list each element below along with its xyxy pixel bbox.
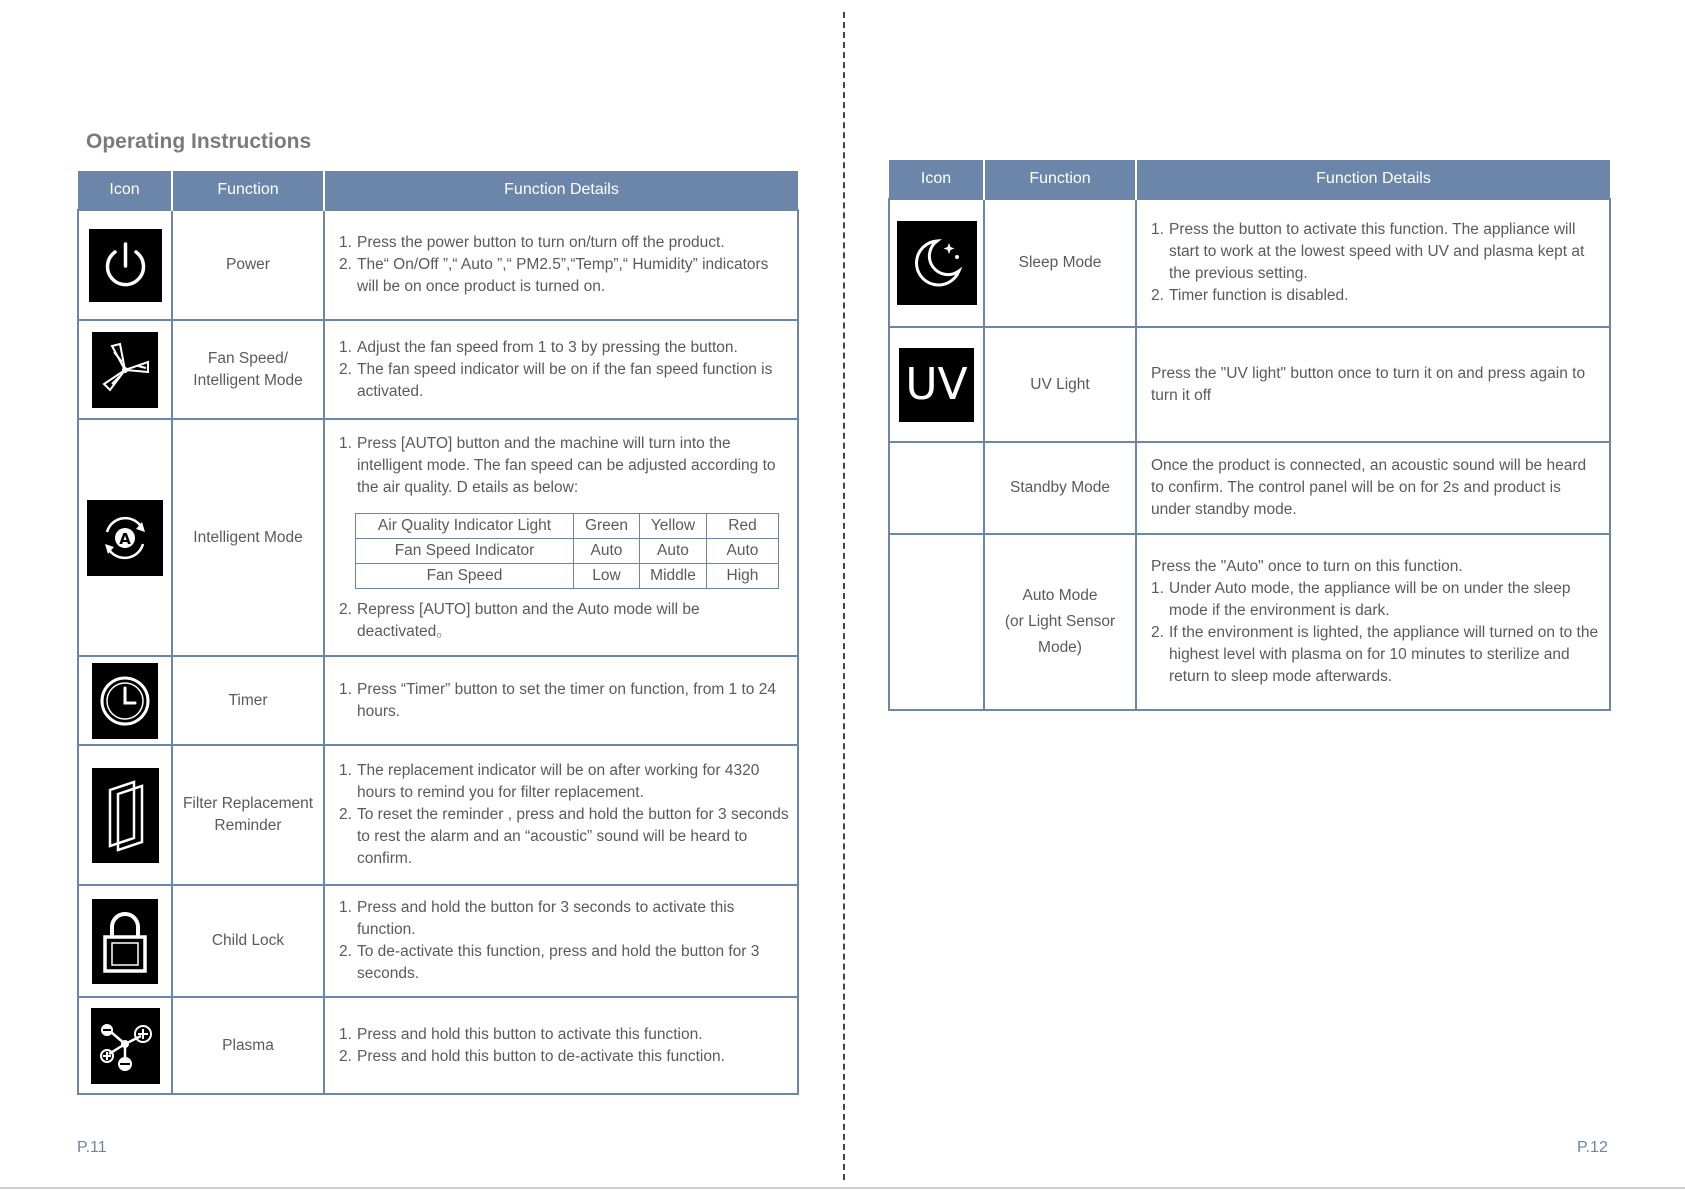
aq-cell: Low: [574, 563, 640, 588]
aq-cell: Green: [574, 513, 640, 538]
fan-icon: [92, 332, 158, 408]
function-details: [1136, 534, 1610, 710]
step: 1. Adjust the fan speed from 1 to 3 by pressing the button.: [339, 338, 738, 356]
function-name: [172, 320, 324, 419]
empty-icon-cell: [889, 534, 984, 710]
step: 1. Under Auto mode, the appliance will be on under the sleep mode if the environment is dark.: [1151, 580, 1571, 619]
function-details: Press the "UV light" button once to turn it on and press again to turn it off: [1136, 327, 1610, 442]
table-row: [78, 997, 798, 1094]
operating-instructions-table-right: [888, 160, 1611, 711]
aq-cell: Fan Speed: [356, 563, 574, 588]
intro-text: Press the "Auto" once to turn on this function.: [1151, 558, 1463, 575]
table-row: [78, 656, 798, 745]
function-name: [984, 534, 1136, 710]
header-function-details: Function Details: [324, 171, 798, 210]
step: 1. Press [AUTO] button and the machine will turn into the intelligent mode. The fan speed can be adjusted according to the air quality. D etails as below:: [339, 434, 776, 496]
aq-cell: Yellow: [640, 513, 707, 538]
aq-cell: Middle: [640, 563, 707, 588]
step: 1. Press and hold this button to activate this function.: [339, 1025, 703, 1043]
step: 2. To reset the reminder , press and hold the button for 3 seconds to rest the alarm and an “acoustic” sound will be heard to confirm.: [339, 806, 789, 867]
function-name: Sleep Mode: [984, 199, 1136, 327]
header-function: Function: [984, 160, 1136, 199]
air-quality-table: [355, 513, 779, 589]
header-function-details: Function Details: [1136, 160, 1610, 199]
table-row: [78, 419, 798, 656]
aq-cell: High: [707, 563, 779, 588]
table-row: [889, 327, 1610, 442]
step: 2. Press and hold this button to de-activate this function.: [339, 1047, 725, 1065]
function-line: Filter Replacement: [182, 795, 314, 812]
table-row: [889, 442, 1610, 534]
page-number-right: P.12: [1577, 1139, 1608, 1156]
page-number-left: P.11: [77, 1139, 107, 1156]
power-icon: [89, 229, 162, 302]
function-details: [324, 656, 798, 745]
function-name: Plasma: [172, 997, 324, 1094]
function-name: Child Lock: [172, 885, 324, 997]
aq-cell: Auto: [707, 538, 779, 563]
function-name: Intelligent Mode: [172, 419, 324, 656]
table-row: [78, 210, 798, 320]
step: 2. The fan speed indicator will be on if the fan speed function is activated.: [339, 360, 773, 400]
aq-cell: Fan Speed Indicator: [356, 538, 574, 563]
header-function: Function: [172, 171, 324, 210]
step: 1. Press and hold the button for 3 seconds to activate this function.: [339, 899, 735, 938]
step: 2. Repress [AUTO] button and the Auto mode will be deactivated。: [339, 600, 700, 640]
lock-icon: [92, 899, 158, 984]
aq-cell: Auto: [640, 538, 707, 563]
auto-mode-icon: [87, 500, 163, 576]
svg-text:A: A: [119, 529, 131, 548]
function-details: [324, 997, 798, 1094]
function-details: [324, 885, 798, 997]
aq-cell: Air Quality Indicator Light: [356, 513, 574, 538]
step: 1. Press the button to activate this function. The appliance will start to work at the lowest speed with UV and plasma kept at the previous setting.: [1151, 221, 1585, 282]
timer-icon: [92, 663, 158, 739]
aq-cell: Auto: [574, 538, 640, 563]
function-name: Standby Mode: [984, 442, 1136, 534]
step: 2. If the environment is lighted, the appliance will turned on to the highest level with plasma on for 10 minutes to sterilize and return to sleep mode afterwards.: [1151, 624, 1599, 685]
function-name: Power: [172, 210, 324, 320]
function-line: Auto Mode: [1022, 587, 1098, 604]
function-details: [1136, 199, 1610, 327]
operating-instructions-table-left: [77, 171, 799, 1095]
aq-cell: Red: [707, 513, 779, 538]
function-line: Fan Speed/: [207, 349, 289, 367]
step: 1. Press the power button to turn on/turn off the product.: [339, 234, 725, 251]
header-icon: Icon: [889, 160, 984, 199]
step: 2. To de-activate this function, press and hold the button for 3 seconds.: [339, 943, 760, 982]
function-line: (or Light Sensor: [1004, 613, 1116, 630]
function-details: [324, 419, 798, 656]
table-row: [78, 885, 798, 997]
table-row: [78, 320, 798, 419]
function-line: Reminder: [214, 817, 282, 834]
bottom-border: [0, 1187, 1685, 1189]
step: 1. The replacement indicator will be on after working for 4320 hours to remind you for filter replacement.: [339, 762, 760, 801]
filter-icon: [92, 768, 159, 863]
function-line: Intelligent Mode: [193, 371, 303, 389]
function-line: Mode): [1038, 639, 1082, 656]
function-details: [324, 320, 798, 419]
function-name: UV Light: [984, 327, 1136, 442]
table-row: [889, 199, 1610, 327]
function-details: Once the product is connected, an acoustic sound will be heard to confirm. The control panel will be on for 2s and product is under standby mode.: [1136, 442, 1610, 534]
function-name: [172, 745, 324, 885]
page-title: Operating Instructions: [86, 130, 312, 153]
function-details: [324, 745, 798, 885]
function-details: [324, 210, 798, 320]
uv-icon: UV: [899, 348, 974, 422]
step: 2. Timer function is disabled.: [1151, 287, 1349, 304]
header-icon: Icon: [78, 171, 172, 210]
moon-icon: [897, 221, 977, 305]
page-divider: [843, 12, 845, 1180]
table-row: [78, 745, 798, 885]
plasma-icon: [91, 1008, 160, 1084]
step: 2. The“ On/Off ”,“ Auto ”,“ PM2.5”,“Temp”,“ Humidity” indicators will be on once product is turned on.: [339, 256, 769, 295]
function-name: Timer: [172, 656, 324, 745]
empty-icon-cell: [889, 442, 984, 534]
step: 1. Press “Timer” button to set the timer on function, from 1 to 24 hours.: [339, 680, 776, 720]
table-row: [889, 534, 1610, 710]
